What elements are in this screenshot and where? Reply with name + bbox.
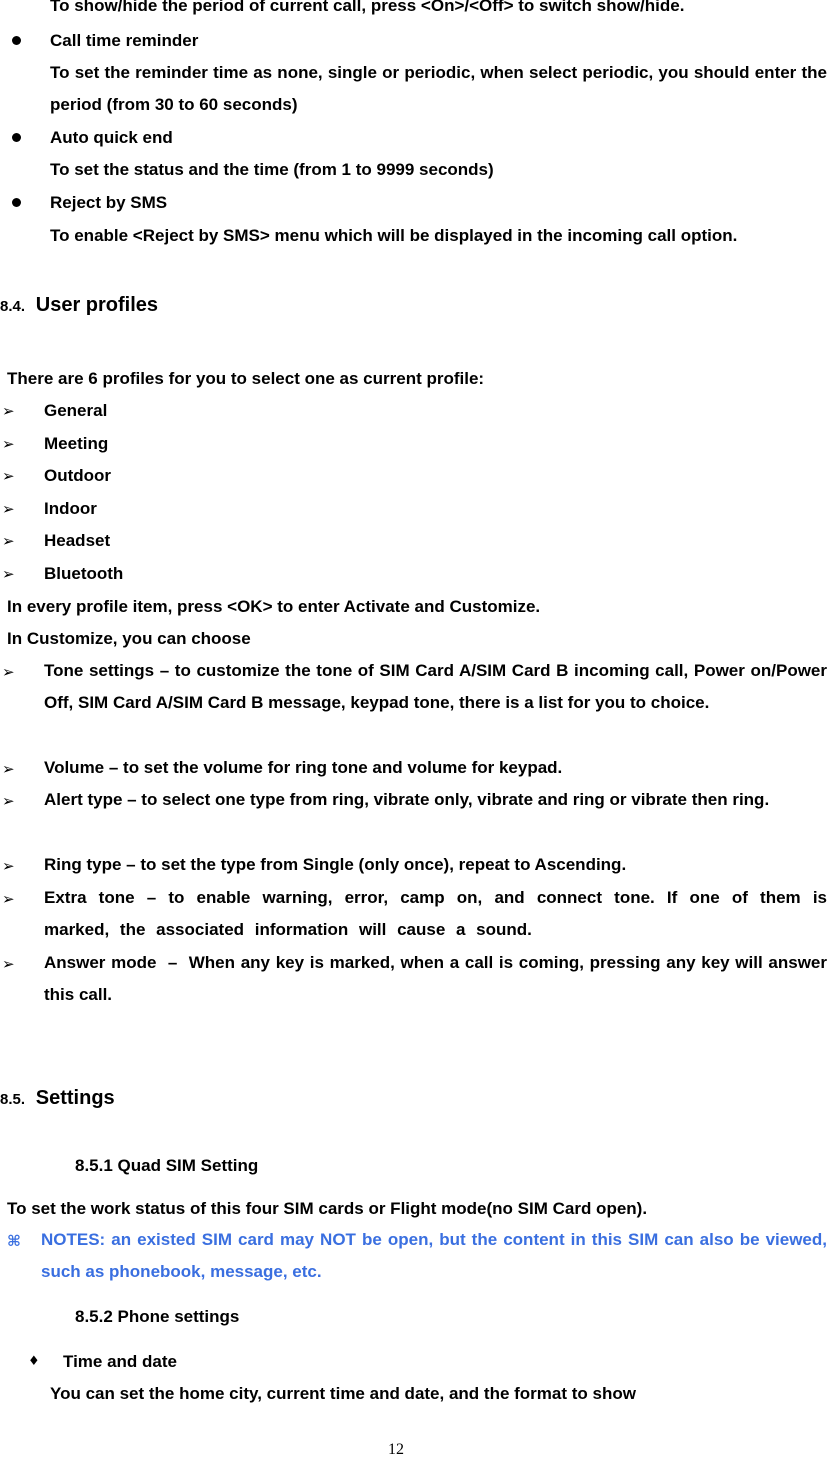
reject-title: Reject by SMS (50, 193, 168, 212)
every-item-text: In every profile item, press <OK> to enter Activate and Customize. (7, 597, 541, 616)
bullet-dot-icon (12, 133, 21, 142)
profile-item: Indoor (44, 499, 97, 518)
show-hide-desc: To show/hide the period of current call, press <On>/<Off> to switch show/hide. (50, 0, 685, 15)
bullet-dot-icon (12, 36, 21, 45)
quick-end-title: Auto quick end (50, 128, 173, 147)
arrow-bullet-icon: ➢ (2, 565, 15, 583)
time-date-title: Time and date (63, 1352, 177, 1371)
bullet-dot-icon (12, 198, 21, 207)
profile-item: General (44, 401, 108, 420)
arrow-bullet-icon: ➢ (2, 890, 15, 908)
section-title: Settings (35, 1087, 115, 1109)
arrow-bullet-icon: ➢ (2, 402, 15, 420)
customize-item: Tone settings – to customize the tone of SIM Card A/SIM Card B incoming call, Power on/Power Off, SIM Card A/SIM Card B message, keypad tone, there is a list for you to choice. (44, 661, 827, 712)
quick-end-desc: To set the status and the time (from 1 to 9999 seconds) (50, 160, 494, 179)
arrow-bullet-icon: ➢ (2, 467, 15, 485)
reminder-title: Call time reminder (50, 31, 199, 50)
customize-item: Alert type – to select one type from ring, vibrate only, vibrate and ring or vibrate then ring. (44, 790, 770, 809)
arrow-bullet-icon: ➢ (2, 500, 15, 518)
reminder-desc: To set the reminder time as none, single or periodic, when select periodic, you should enter the period (from 30 to 60 seconds) (50, 63, 827, 114)
profiles-intro: There are 6 profiles for you to select one as current profile: (7, 369, 485, 388)
section-number: 8.5. (0, 1091, 26, 1108)
arrow-bullet-icon: ➢ (2, 532, 15, 550)
arrow-bullet-icon: ➢ (2, 760, 15, 778)
profile-item: Outdoor (44, 466, 112, 485)
page-number: 12 (388, 1441, 404, 1458)
arrow-bullet-icon: ➢ (2, 435, 15, 453)
notes-icon: ⌘ (7, 1232, 21, 1250)
arrow-bullet-icon: ➢ (2, 792, 15, 810)
phone-settings-title: 8.5.2 Phone settings (75, 1307, 240, 1326)
customize-item: Ring type – to set the type from Single (only once), repeat to Ascending. (44, 855, 627, 874)
section-number: 8.4. (0, 298, 26, 315)
time-date-desc: You can set the home city, current time and date, and the format to show (50, 1384, 636, 1403)
section-heading-settings (0, 1087, 115, 1110)
profile-item: Bluetooth (44, 564, 124, 583)
customize-item: Answer mode – When any key is marked, when a call is coming, pressing any key will answer this call. (44, 953, 827, 1004)
section-title: User profiles (35, 294, 159, 316)
arrow-bullet-icon: ➢ (2, 955, 15, 973)
profile-item: Headset (44, 531, 111, 550)
quad-sim-title: 8.5.1 Quad SIM Setting (75, 1156, 259, 1175)
quad-sim-desc: To set the work status of this four SIM cards or Flight mode(no SIM Card open). (7, 1199, 648, 1218)
notes-text: NOTES: an existed SIM card may NOT be open, but the content in this SIM can also be viewed, such as phonebook, message, etc. (41, 1230, 827, 1281)
customize-intro: In Customize, you can choose (7, 629, 251, 648)
profile-item: Meeting (44, 434, 109, 453)
arrow-bullet-icon: ➢ (2, 663, 15, 681)
reject-desc: To enable <Reject by SMS> menu which will be displayed in the incoming call option. (50, 226, 738, 245)
customize-item: Extra tone – to enable warning, error, camp on, and connect tone. If one of them is marked, the associated information will cause a sound. (44, 888, 827, 939)
arrow-bullet-icon: ➢ (2, 857, 15, 875)
customize-item: Volume – to set the volume for ring tone and volume for keypad. (44, 758, 563, 777)
diamond-bullet-icon: ♦ (28, 1354, 40, 1369)
section-heading-profiles (0, 294, 158, 317)
